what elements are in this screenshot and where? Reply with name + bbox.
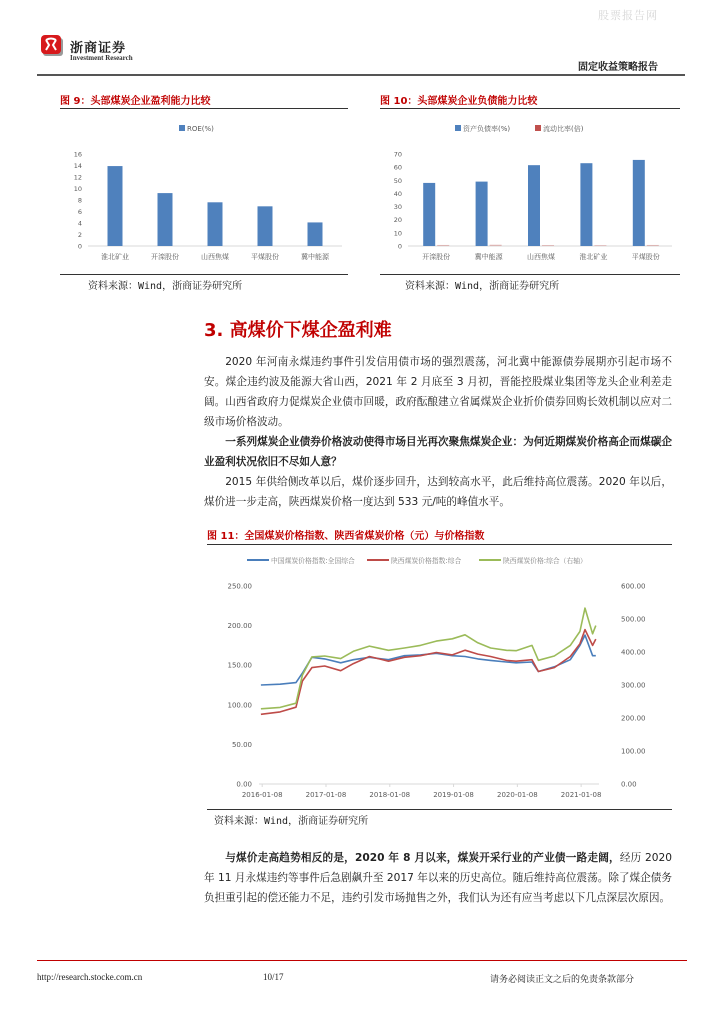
y-tick-label: 16 [73, 150, 82, 159]
y-left-tick-label: 100.00 [227, 701, 252, 710]
bar [208, 202, 223, 246]
bar [490, 245, 502, 246]
y-right-tick-label: 100.00 [621, 747, 646, 756]
y-right-tick-label: 500.00 [621, 615, 646, 624]
body-text-lower [204, 848, 672, 908]
y-tick-label: 40 [393, 189, 402, 198]
fig11-y-axis-left [228, 583, 253, 789]
y-tick-label: 30 [393, 203, 402, 212]
x-tick-label: 淮北矿业 [579, 253, 608, 261]
y-tick-label: 70 [393, 150, 402, 159]
y-tick-label: 2 [77, 231, 82, 239]
x-tick-label: 山西焦煤 [527, 253, 555, 261]
paragraph-1: 2020 年河南永煤违约事件引发信用债市场的强烈震荡，河北冀中能源债券展期亦引起市场不安。煤企违约波及能源大省山西，2021 年 2 月底至 3 月初，晋能控股煤业集团等龙头企业利差走阔。山西省政府力促煤炭企业债市回暖，政府酝酿建立省属煤炭企业折价债券回购长效机制以应对二级市场价格波动。 [204, 356, 672, 428]
y-right-tick-label: 600.00 [621, 582, 646, 591]
fig10-bottom-rule [380, 274, 680, 275]
y-left-tick-label: 200.00 [227, 622, 252, 631]
x-tick-label: 2017-01-08 [305, 791, 347, 799]
x-tick-label: 2016-01-08 [241, 791, 283, 799]
legend-swatch [179, 125, 185, 131]
bar [542, 245, 554, 246]
bar [423, 183, 435, 246]
fig11-title: 图 11：全国煤炭价格指数、陕西省煤炭价格（元）与价格指数 [207, 531, 485, 542]
fig10-x-labels [422, 252, 660, 261]
y-tick-label: 4 [77, 219, 82, 228]
legend-label: 陕西煤炭价格:综合（右轴） [503, 557, 587, 565]
legend-label: 中国煤炭价格指数:全国综合 [271, 557, 355, 565]
fig11-lines [261, 608, 596, 714]
y-tick-label: 8 [77, 196, 82, 205]
fig11-y-axis-right [621, 583, 646, 789]
x-tick-label: 淮北矿业 [101, 253, 129, 261]
paragraph-4 [204, 848, 672, 908]
bar [476, 182, 488, 246]
series-line [261, 630, 596, 715]
legend-label: 资产负债率(%) [463, 125, 511, 133]
y-right-tick-label: 200.00 [621, 714, 646, 723]
y-tick-label: 6 [77, 208, 82, 216]
fig10-chart [380, 112, 680, 272]
legend-label: 陕西煤炭价格指数:综合 [391, 557, 462, 565]
fig9-y-axis [74, 151, 82, 251]
y-tick-label: 10 [73, 185, 82, 193]
brand-logo-icon [40, 33, 64, 57]
bar [158, 193, 173, 246]
x-tick-label: 山西焦煤 [201, 253, 229, 261]
body-text-upper [204, 352, 672, 512]
paragraph-2-bold: 一系列煤炭企业债券价格波动使得市场目光再次聚焦煤炭企业：为何近期煤炭价格高企而煤碳企业盈利状况依旧不尽如人意？ [204, 436, 672, 468]
legend-label: 流动比率(倍) [543, 125, 584, 133]
x-tick-label: 开滦股份 [422, 253, 451, 261]
x-tick-label: 平煤股份 [251, 253, 279, 261]
brand-name-cn: 浙商证券 [70, 41, 127, 56]
y-tick-label: 10 [393, 229, 402, 238]
y-left-tick-label: 50.00 [231, 740, 252, 749]
legend-label: ROE(%) [187, 125, 214, 133]
x-tick-label: 开滦股份 [151, 253, 179, 261]
footer-divider [37, 960, 687, 961]
bar [633, 160, 645, 246]
x-tick-label: 冀中能源 [301, 253, 329, 261]
fig10-bars [423, 160, 659, 246]
fig11-legend [247, 556, 587, 565]
paragraph-4-rest: 经历 2020 年 11 月永煤违约等事件后急剧飙升至 2017 年以来的历史高位。随后维持高位震荡。除了煤企债务负担重引起的偿还能力不足，违约引发市场抛售之外，我们认为还有应当考虑以下几点深层次原因。 [204, 852, 673, 904]
bar [580, 163, 592, 246]
y-tick-label: 0 [397, 242, 402, 251]
footer-disclaimer: 请务必阅读正文之后的免责条款部分 [490, 975, 635, 985]
fig9-title: 图 9：头部煤炭企业盈利能力比较 [60, 96, 211, 107]
paragraph-2 [204, 432, 672, 472]
legend-swatch [535, 125, 541, 131]
watermark: 股票报告网 [598, 9, 658, 22]
fig11-title-rule [207, 544, 672, 545]
fig10-y-axis [394, 151, 402, 251]
x-tick-label: 平煤股份 [631, 253, 660, 261]
footer-url-link[interactable]: http://research.stocke.com.cn [37, 972, 143, 982]
bar [258, 206, 273, 246]
bar [528, 165, 540, 246]
bar [647, 245, 659, 246]
fig11-bottom-rule [207, 809, 672, 810]
fig10-title: 图 10：头部煤炭企业负债能力比较 [380, 96, 538, 107]
fig10-source: 资料来源：Wind，浙商证券研究所 [405, 281, 560, 292]
series-line [261, 608, 596, 709]
x-tick-label: 2021-01-08 [560, 791, 602, 799]
section-title: 3. 高煤价下煤企盈利难 [204, 320, 392, 341]
y-left-tick-label: 150.00 [227, 661, 252, 670]
fig9-title-rule [60, 108, 348, 109]
y-tick-label: 20 [393, 216, 402, 225]
brand-name-en: Investment Research [70, 54, 133, 62]
report-type: 固定收益策略报告 [578, 62, 658, 73]
x-tick-label: 2020-01-08 [497, 791, 538, 799]
y-tick-label: 14 [73, 162, 82, 170]
x-tick-label: 冀中能源 [474, 253, 503, 261]
y-tick-label: 0 [77, 242, 82, 251]
x-tick-label: 2019-01-08 [433, 791, 474, 799]
header-divider [37, 74, 685, 76]
y-left-tick-label: 0.00 [236, 780, 252, 789]
fig11-chart [207, 548, 672, 808]
bar [308, 222, 323, 246]
y-right-tick-label: 300.00 [621, 681, 646, 690]
fig11-x-axis [242, 784, 602, 799]
fig11-source: 资料来源：Wind，浙商证券研究所 [214, 816, 369, 827]
fig9-bottom-rule [60, 274, 348, 275]
paragraph-3: 2015 年供给侧改革以后，煤价逐步回升，达到较高水平，此后维持高位震荡。2020 年以后，煤价进一步走高，陕西煤炭价格一度达到 533 元/吨的峰值水平。 [204, 476, 672, 508]
y-tick-label: 50 [393, 176, 402, 185]
legend-swatch [455, 125, 461, 131]
y-left-tick-label: 250.00 [227, 582, 252, 591]
y-right-tick-label: 0.00 [621, 780, 637, 789]
fig9-chart [60, 112, 348, 272]
y-tick-label: 60 [393, 163, 402, 172]
y-right-tick-label: 400.00 [621, 648, 646, 657]
bar [437, 245, 449, 246]
x-tick-label: 2018-01-08 [369, 791, 411, 799]
bar [594, 245, 606, 246]
y-tick-label: 12 [73, 173, 82, 182]
fig9-source: 资料来源：Wind，浙商证券研究所 [88, 281, 243, 292]
fig9-bars [108, 166, 323, 246]
page-number: 10/17 [263, 972, 284, 982]
fig10-legend [455, 124, 584, 133]
fig10-title-rule [380, 108, 680, 109]
paragraph-4-bold: 与煤价走高趋势相反的是，2020 年 8 月以来，煤炭开采行业的产业债一路走阔， [225, 852, 620, 864]
fig9-x-labels [101, 252, 330, 261]
bar [108, 166, 123, 246]
fig9-legend [179, 125, 214, 133]
